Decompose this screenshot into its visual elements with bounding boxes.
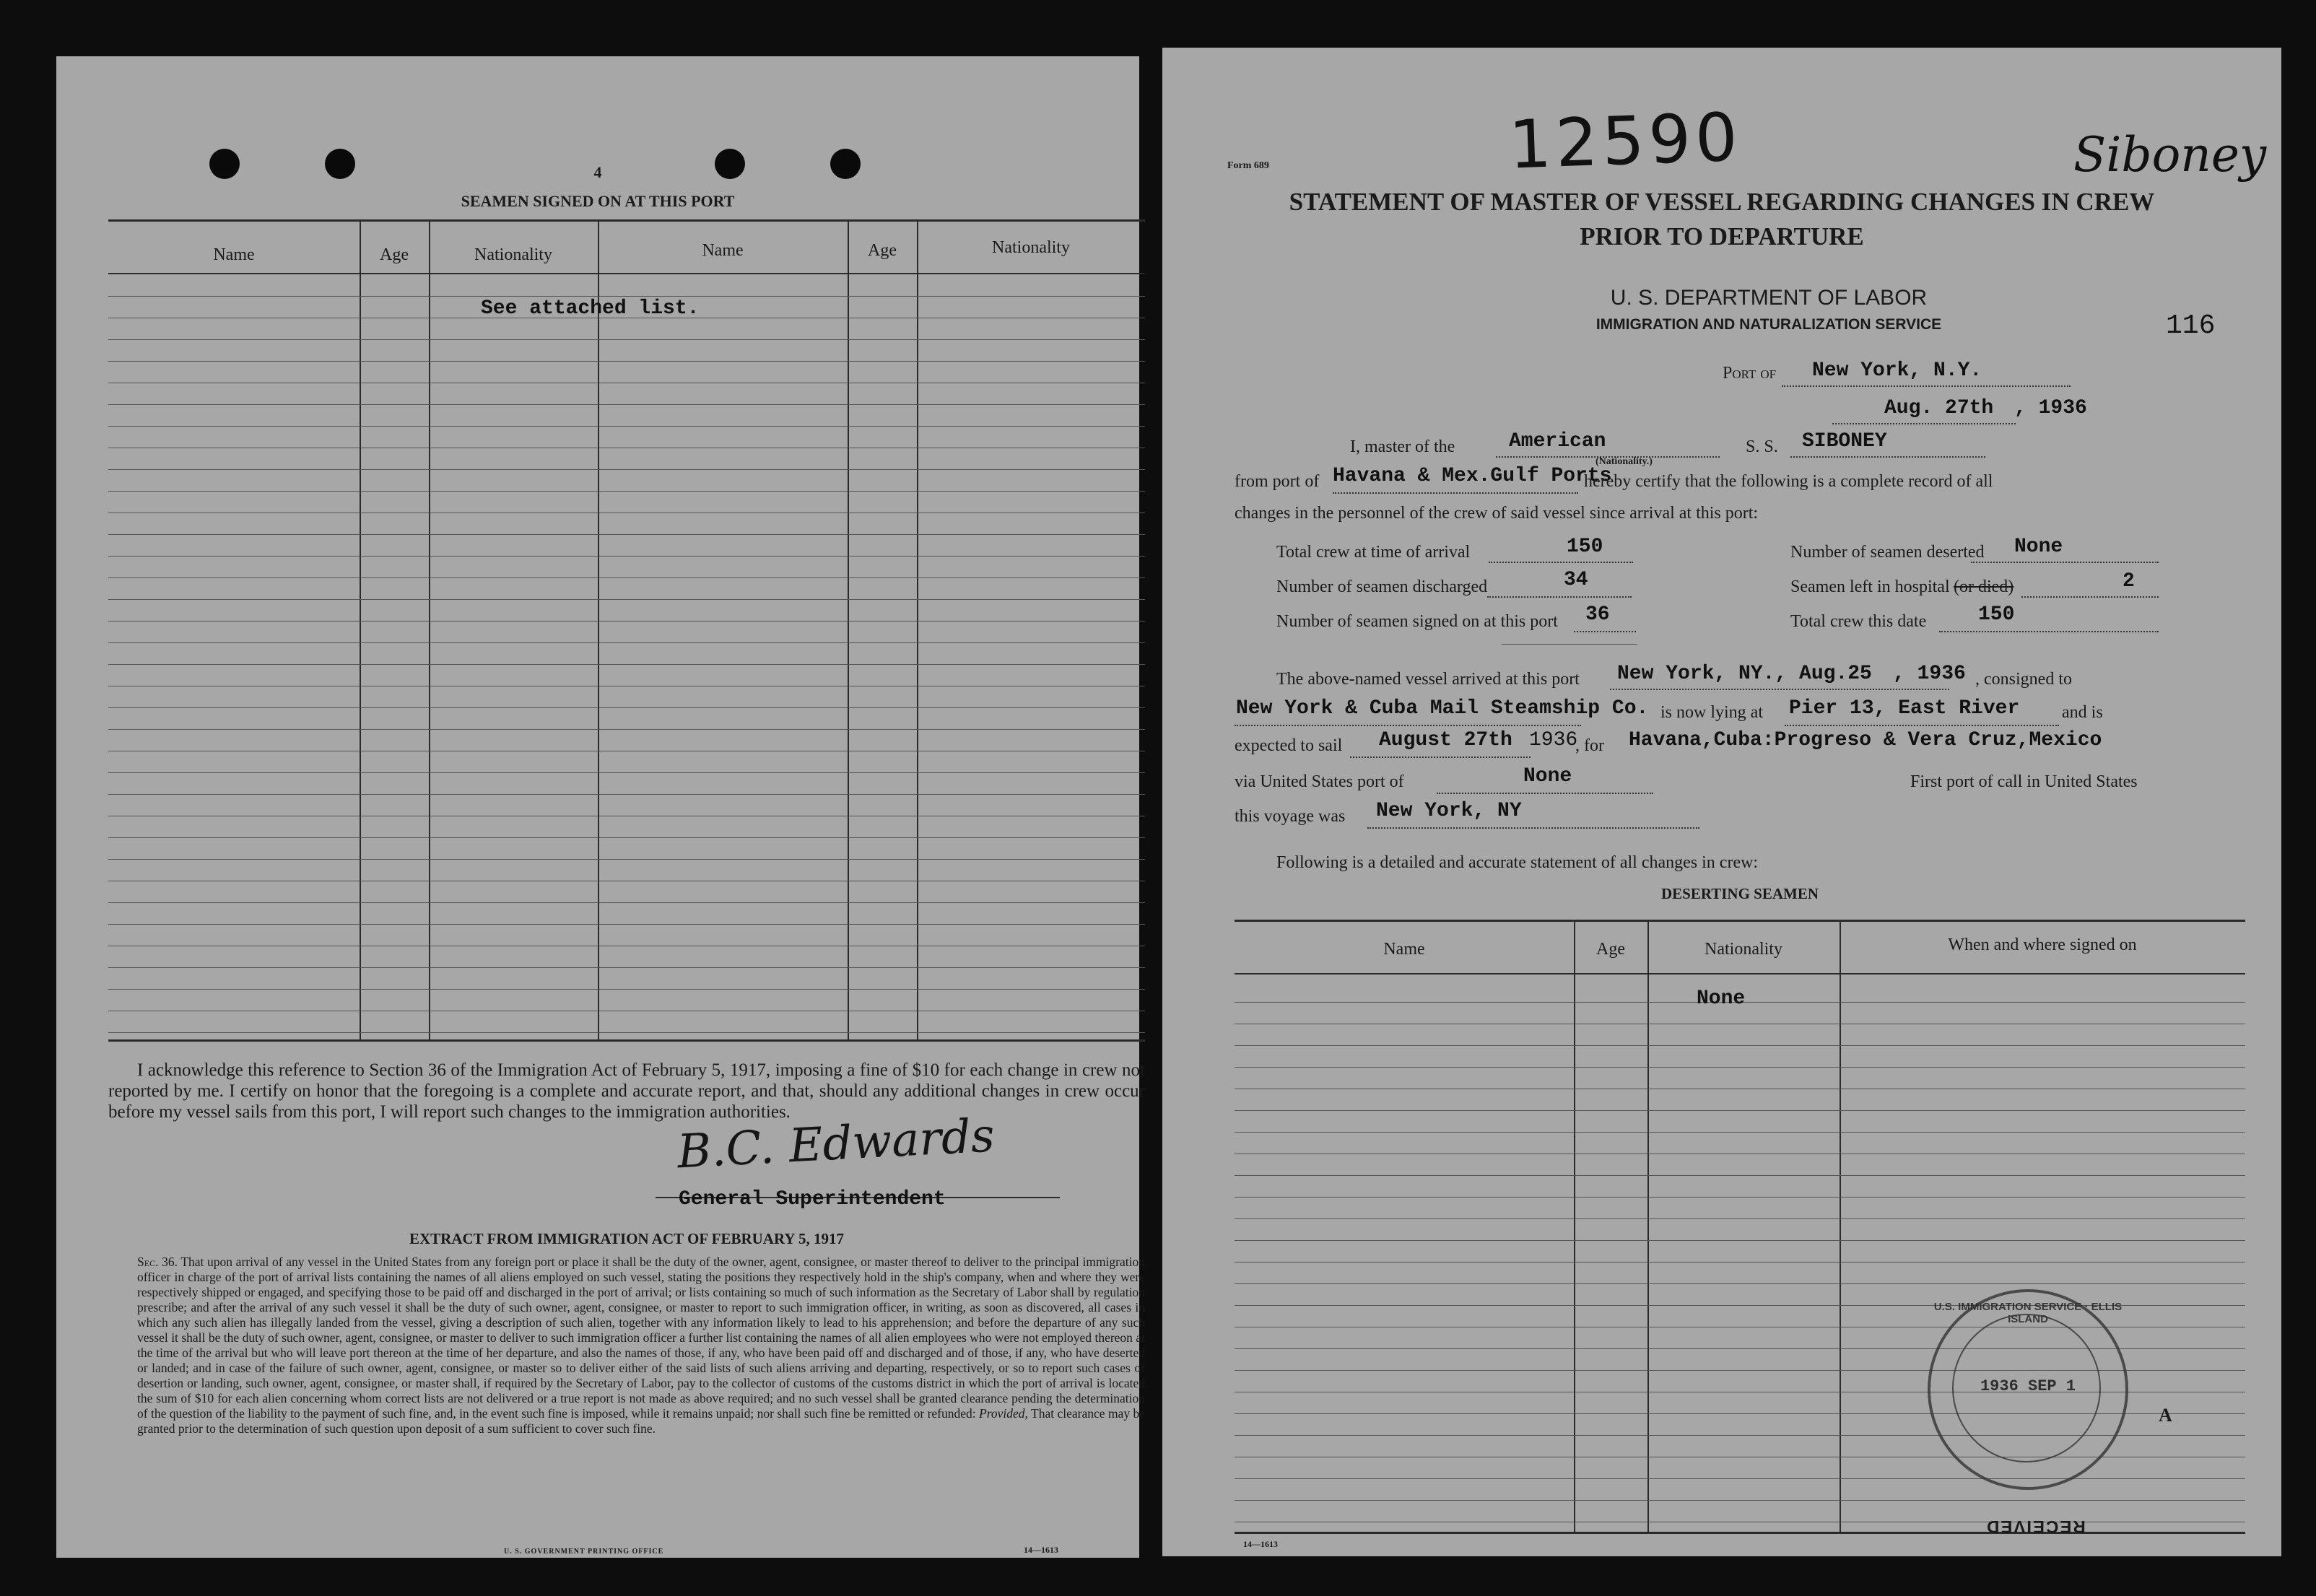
- port-value: New York, N.Y.: [1812, 359, 1982, 382]
- arrived-label: The above-named vessel arrived at this port: [1276, 670, 1580, 689]
- hospital-label: Seamen left in hospital: [1790, 577, 1950, 596]
- table-row-rule: [1235, 1132, 2245, 1133]
- voyage-label: this voyage was: [1235, 807, 1346, 826]
- discharged-label: Number of seamen discharged: [1276, 577, 1488, 596]
- discharged-value: 34: [1564, 569, 1588, 591]
- via-value: None: [1523, 765, 1572, 788]
- col-when-where: When and where signed on: [1948, 936, 2137, 954]
- table-row-rule: [108, 577, 1145, 578]
- sail-value: August 27th: [1379, 729, 1512, 751]
- left-page: [56, 56, 1146, 1558]
- table-row-rule: [108, 469, 1145, 470]
- via-label: via United States port of: [1235, 772, 1404, 791]
- table-row-rule: [1235, 1500, 2245, 1501]
- lying-label: is now lying at: [1660, 703, 1763, 722]
- stamp-date: 1936 SEP 1: [1980, 1377, 2076, 1395]
- total-crew-arrival-label: Total crew at time of arrival: [1276, 543, 1471, 562]
- table-row-rule: [108, 924, 1145, 925]
- signed-on-value: 36: [1585, 603, 1610, 626]
- consigned-label: , consigned to: [1975, 670, 2072, 689]
- table-row-rule: [1235, 1045, 2245, 1046]
- table-row-rule: [108, 664, 1145, 665]
- first-port-label: First port of call in United States: [1910, 772, 2138, 791]
- table-row-rule: [108, 556, 1145, 557]
- table-row-rule: [108, 967, 1145, 968]
- proviso-label: Provided,: [979, 1406, 1028, 1421]
- stamp-text: U.S. IMMIGRATION SERVICE · ELLIS ISLAND: [1933, 1301, 2123, 1325]
- table-row-rule: [108, 404, 1145, 405]
- certify-text: hereby certify that the following is a complete record of all: [1584, 472, 1993, 491]
- table-row-rule: [108, 794, 1145, 795]
- date-value: Aug. 27th: [1884, 397, 1994, 419]
- table-row-rule: [108, 339, 1145, 340]
- section-label: Sec. 36.: [137, 1255, 178, 1269]
- table-row-rule: [108, 642, 1145, 643]
- deserted-value: None: [2014, 536, 2063, 558]
- table-row-rule: [1235, 1240, 2245, 1241]
- table-row-rule: [108, 772, 1145, 773]
- port-label: Port of: [1723, 364, 1777, 383]
- page-number: 4: [593, 163, 602, 181]
- table-row-rule: [1235, 1478, 2245, 1479]
- deserting-title: DESERTING SEAMEN: [1660, 885, 1819, 902]
- corner-number: 116: [2166, 310, 2216, 341]
- consignee-value: New York & Cuba Mail Steamship Co.: [1236, 697, 1649, 720]
- col-age: Age: [868, 241, 897, 260]
- col-nationality: Nationality: [1705, 940, 1782, 959]
- signature: B.C. Edwards: [676, 1109, 996, 1179]
- lying-value: Pier 13, East River: [1789, 697, 2020, 720]
- table-row-rule: [1235, 1197, 2245, 1198]
- table-row-rule: [108, 989, 1145, 990]
- hospital-struck: (or died): [1954, 577, 2014, 596]
- form-title-line2: PRIOR TO DEPARTURE: [1580, 222, 1864, 250]
- following-text: Following is a detailed and accurate statement of all changes in crew:: [1276, 853, 1759, 872]
- col-age: Age: [1596, 940, 1625, 959]
- total-crew-date-value: 150: [1978, 603, 2015, 626]
- total-crew-date-label: Total crew this date: [1790, 612, 1927, 631]
- col-name: Name: [1383, 940, 1425, 959]
- service-name: IMMIGRATION AND NATURALIZATION SERVICE: [1595, 316, 1942, 333]
- sail-year: 1936: [1529, 729, 1578, 751]
- nationality-value: American: [1509, 430, 1606, 453]
- total-crew-arrival-value: 150: [1567, 536, 1603, 558]
- year-value: , 1936: [2014, 397, 2087, 419]
- signed-on-label: Number of seamen signed on at this port: [1276, 612, 1558, 631]
- extract-title: EXTRACT FROM IMMIGRATION ACT OF FEBRUARY 5, 1917: [409, 1230, 845, 1247]
- master-label: I, master of the: [1350, 437, 1455, 456]
- handwritten-note: Siboney: [2073, 127, 2267, 183]
- table-row-rule: [1235, 1262, 2245, 1263]
- for-label: , for: [1575, 736, 1604, 755]
- attached-note: See attached list.: [481, 297, 700, 320]
- deserted-label: Number of seamen deserted: [1790, 543, 1985, 562]
- from-port-label: from port of: [1235, 472, 1320, 491]
- table-row-rule: [108, 729, 1145, 730]
- section-body: That upon arrival of any vessel in the United States from any foreign port or place it shall be the duty of the owner, agent, consignee, or master thereof to deliver to the principal immigration officer in charge of the port of arrival lists containing the names of all aliens employed on such vessel, stating the positions they respectively hold in the ship's company, when and where they were respectively shipped or engaged, and specifying those to be paid off and discharged in the port of arrival; or lists containing so much of such information as the Secretary of Labor shall by regulation prescribe; and after the arrival of any such vessel it shall be the duty of such owner, agent, consignee, or master to report to such immigration officer, in writing, as soon as discovered, all cases in which any such alien has illegally landed from the vessel, giving a description of such alien, together with any information likely to lead to his apprehension; and before the departure of any such vessel it shall be the duty of such owner, agent, consignee, or master to deliver to such immigration officer a further list containing the names of all alien employees who were not employed thereon at the time of the arrival but who will leave port thereon at the time of her departure, and also the names of those, if any, who have been paid off and discharged and of those, if any, who have deserted or landed; and in case of the failure of such owner, agent, consignee, or master so to deliver either of the said lists of such aliens arriving and departing, respectively, or so to report such cases of desertion or landing, such owner, agent, consignee, or master shall, if required by the Secretary of Labor, pay to the collector of customs of the customs district in which the port of arrival is located the sum of $10 for each alien concerning whom correct lists are not delivered or a true report is not made as above required; and no such vessel shall be granted clearance pending the determination of the question of the liability to the payment of such fine, and, in the event such fine is imposed, while it remains unpaid; nor shall such fine be remitted or refunded:: [137, 1255, 1145, 1421]
- table-row-rule: [108, 361, 1145, 362]
- department: U. S. DEPARTMENT OF LABOR: [1610, 286, 1928, 310]
- table-row-rule: [108, 902, 1145, 903]
- acknowledgment: I acknowledge this reference to Section 36 of the Immigration Act of February 5, 1917, imposing a fine of $10 for each change in crew not reported by me. I certify on honor that the foregoing is a complete and accurate report, and that, should any additional changes in crew occur before my vessel sails from this port, I will report such changes to the immigration authorities.: [108, 1060, 1145, 1122]
- right-page: [1162, 48, 2281, 1556]
- destination-value: Havana,Cuba:Progreso & Vera Cruz,Mexico: [1629, 729, 2102, 751]
- printer-credit: U. S. GOVERNMENT PRINTING OFFICE: [504, 1548, 664, 1556]
- and-is: and is: [2062, 703, 2103, 722]
- table-row-rule: [108, 296, 1145, 297]
- proviso-body: That clearance may be granted prior to the determination of such question upon deposit of a sum sufficient to cover such fine.: [137, 1406, 1146, 1436]
- table-row-rule: [108, 707, 1145, 708]
- nationality-caption: (Nationality.): [1595, 456, 1653, 467]
- form-code: 14—1613: [1024, 1545, 1058, 1555]
- changes-text: changes in the personnel of the crew of said vessel since arrival at this port:: [1235, 504, 1759, 523]
- table-row-rule: [1235, 1283, 2245, 1284]
- table-row-rule: [108, 837, 1145, 838]
- sail-label: expected to sail: [1235, 736, 1343, 755]
- arrived-value: New York, NY., Aug.25: [1617, 663, 1872, 685]
- signature-title: General Superintendent: [679, 1188, 946, 1211]
- ss-label: S. S.: [1746, 437, 1778, 456]
- table-row-rule: [1235, 1067, 2245, 1068]
- form-code: 14—1613: [1243, 1539, 1278, 1549]
- table-row-rule: [108, 534, 1145, 535]
- table-row-rule: [108, 599, 1145, 600]
- desert-entry: None: [1697, 987, 1746, 1010]
- stamp-letter: A: [2159, 1405, 2172, 1426]
- table-row-rule: [1235, 1110, 2245, 1111]
- table-row-rule: [1235, 1175, 2245, 1176]
- received-stamp: RECEIVED: [1985, 1517, 2086, 1536]
- table-row-rule: [108, 621, 1145, 622]
- voyage-value: New York, NY: [1376, 800, 1522, 822]
- hospital-value: 2: [2123, 570, 2135, 593]
- signed-on-title: SEAMEN SIGNED ON AT THIS PORT: [461, 192, 735, 210]
- arrived-year: , 1936: [1893, 663, 1966, 685]
- col-name: Name: [702, 241, 744, 260]
- ellis-island-stamp: [1928, 1289, 2128, 1490]
- col-nationality: Nationality: [992, 238, 1070, 257]
- table-row-rule: [108, 1032, 1145, 1033]
- section-36-text: [137, 1255, 1145, 1436]
- form-title: STATEMENT OF MASTER OF VESSEL REGARDING CHANGES IN CREW: [1289, 188, 2155, 216]
- col-nationality: Nationality: [474, 245, 552, 264]
- from-port-value: Havana & Mex.Gulf Ports: [1333, 465, 1612, 487]
- table-row-rule: [108, 426, 1145, 427]
- table-row-rule: [1235, 1218, 2245, 1219]
- handwritten-number: 12590: [1507, 98, 1743, 184]
- ship-name: SIBONEY: [1802, 430, 1887, 453]
- form-number: Form 689: [1227, 160, 1269, 171]
- table-row-rule: [108, 491, 1145, 492]
- col-name: Name: [213, 245, 255, 264]
- table-row-rule: [108, 859, 1145, 860]
- col-age: Age: [380, 245, 409, 264]
